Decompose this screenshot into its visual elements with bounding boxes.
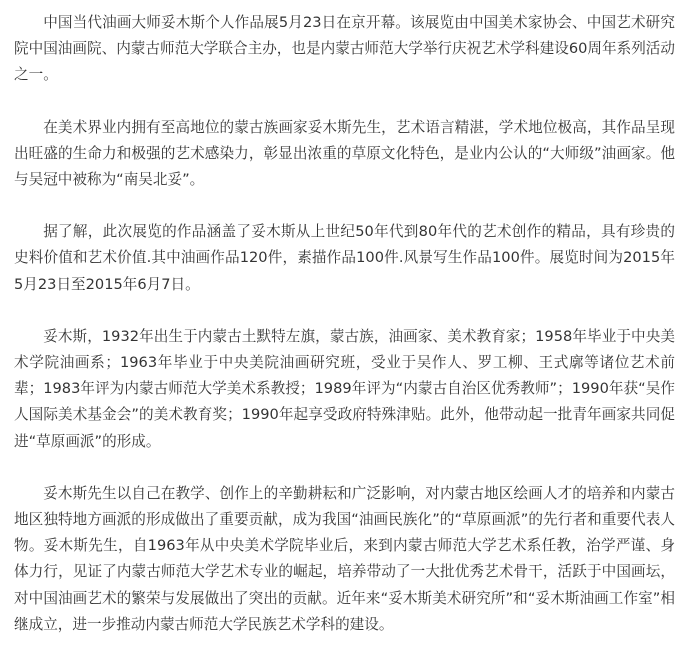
paragraph-artist-contribution: 妥木斯先生以自己在教学、创作上的辛勤耕耘和广泛影响，对内蒙古地区绘画人才的培养和内蒙古地区独特地方画派的形成做出了重要贡献，成为我国“油画民族化”的“草原画派”的先行者和重要代表人物。妥木斯先生，自1963年从中央美术学院毕业后，来到内蒙古师范大学艺术系任教，治学严谨、身体力行，见证了内蒙古师范大学艺术专业的崛起，培养带动了一大批优秀艺术骨干，活跃于中国画坛，对中国油画艺术的繁荣与发展做出了突出的贡献。近年来“妥木斯美术研究所”和“妥木斯油画工作室”相继成立，进一步推动内蒙古师范大学民族艺术学科的建设。	[14, 484, 675, 633]
paragraph-artist-biography: 妥木斯，1932年出生于内蒙古土默特左旗，蒙古族，油画家、美术教育家；1958年毕业于中央美术学院油画系；1963年毕业于中央美院油画研究班，受业于吴作人、罗工柳、王式廓等诸位艺术前辈；1983年评为内蒙古师范大学美术系教授；1989年评为“内蒙古自治区优秀教师”；1990年获“吴作人国际美术基金会”的美术教育奖；1990年起享受政府特殊津贴。此外，他带动起一批青年画家共同促进“草原画派”的形成。	[14, 327, 675, 450]
paragraph-exhibition-details: 据了解，此次展览的作品涵盖了妥木斯从上世纪50年代到80年代的艺术创作的精品，具有珍贵的史料价值和艺术价值.其中油画作品120件，素描作品100件.风景写生作品100件。展览时间为2015年5月23日至2015年6月7日。	[14, 223, 675, 293]
paragraph-exhibition-opening: 中国当代油画大师妥木斯个人作品展5月23日在京开幕。该展览由中国美术家协会、中国艺术研究院中国油画院、内蒙古师范大学联合主办，也是内蒙古师范大学举行庆祝艺术学科建设60周年系列活动之一。	[14, 14, 675, 84]
paragraph-artist-status: 在美术界业内拥有至高地位的蒙古族画家妥木斯先生，艺术语言精湛，学术地位极高，其作品呈现出旺盛的生命力和极强的艺术感染力，彰显出浓重的草原文化特色，是业内公认的“大师级”油画家。他与吴冠中被称为“南吴北妥”。	[14, 118, 675, 189]
